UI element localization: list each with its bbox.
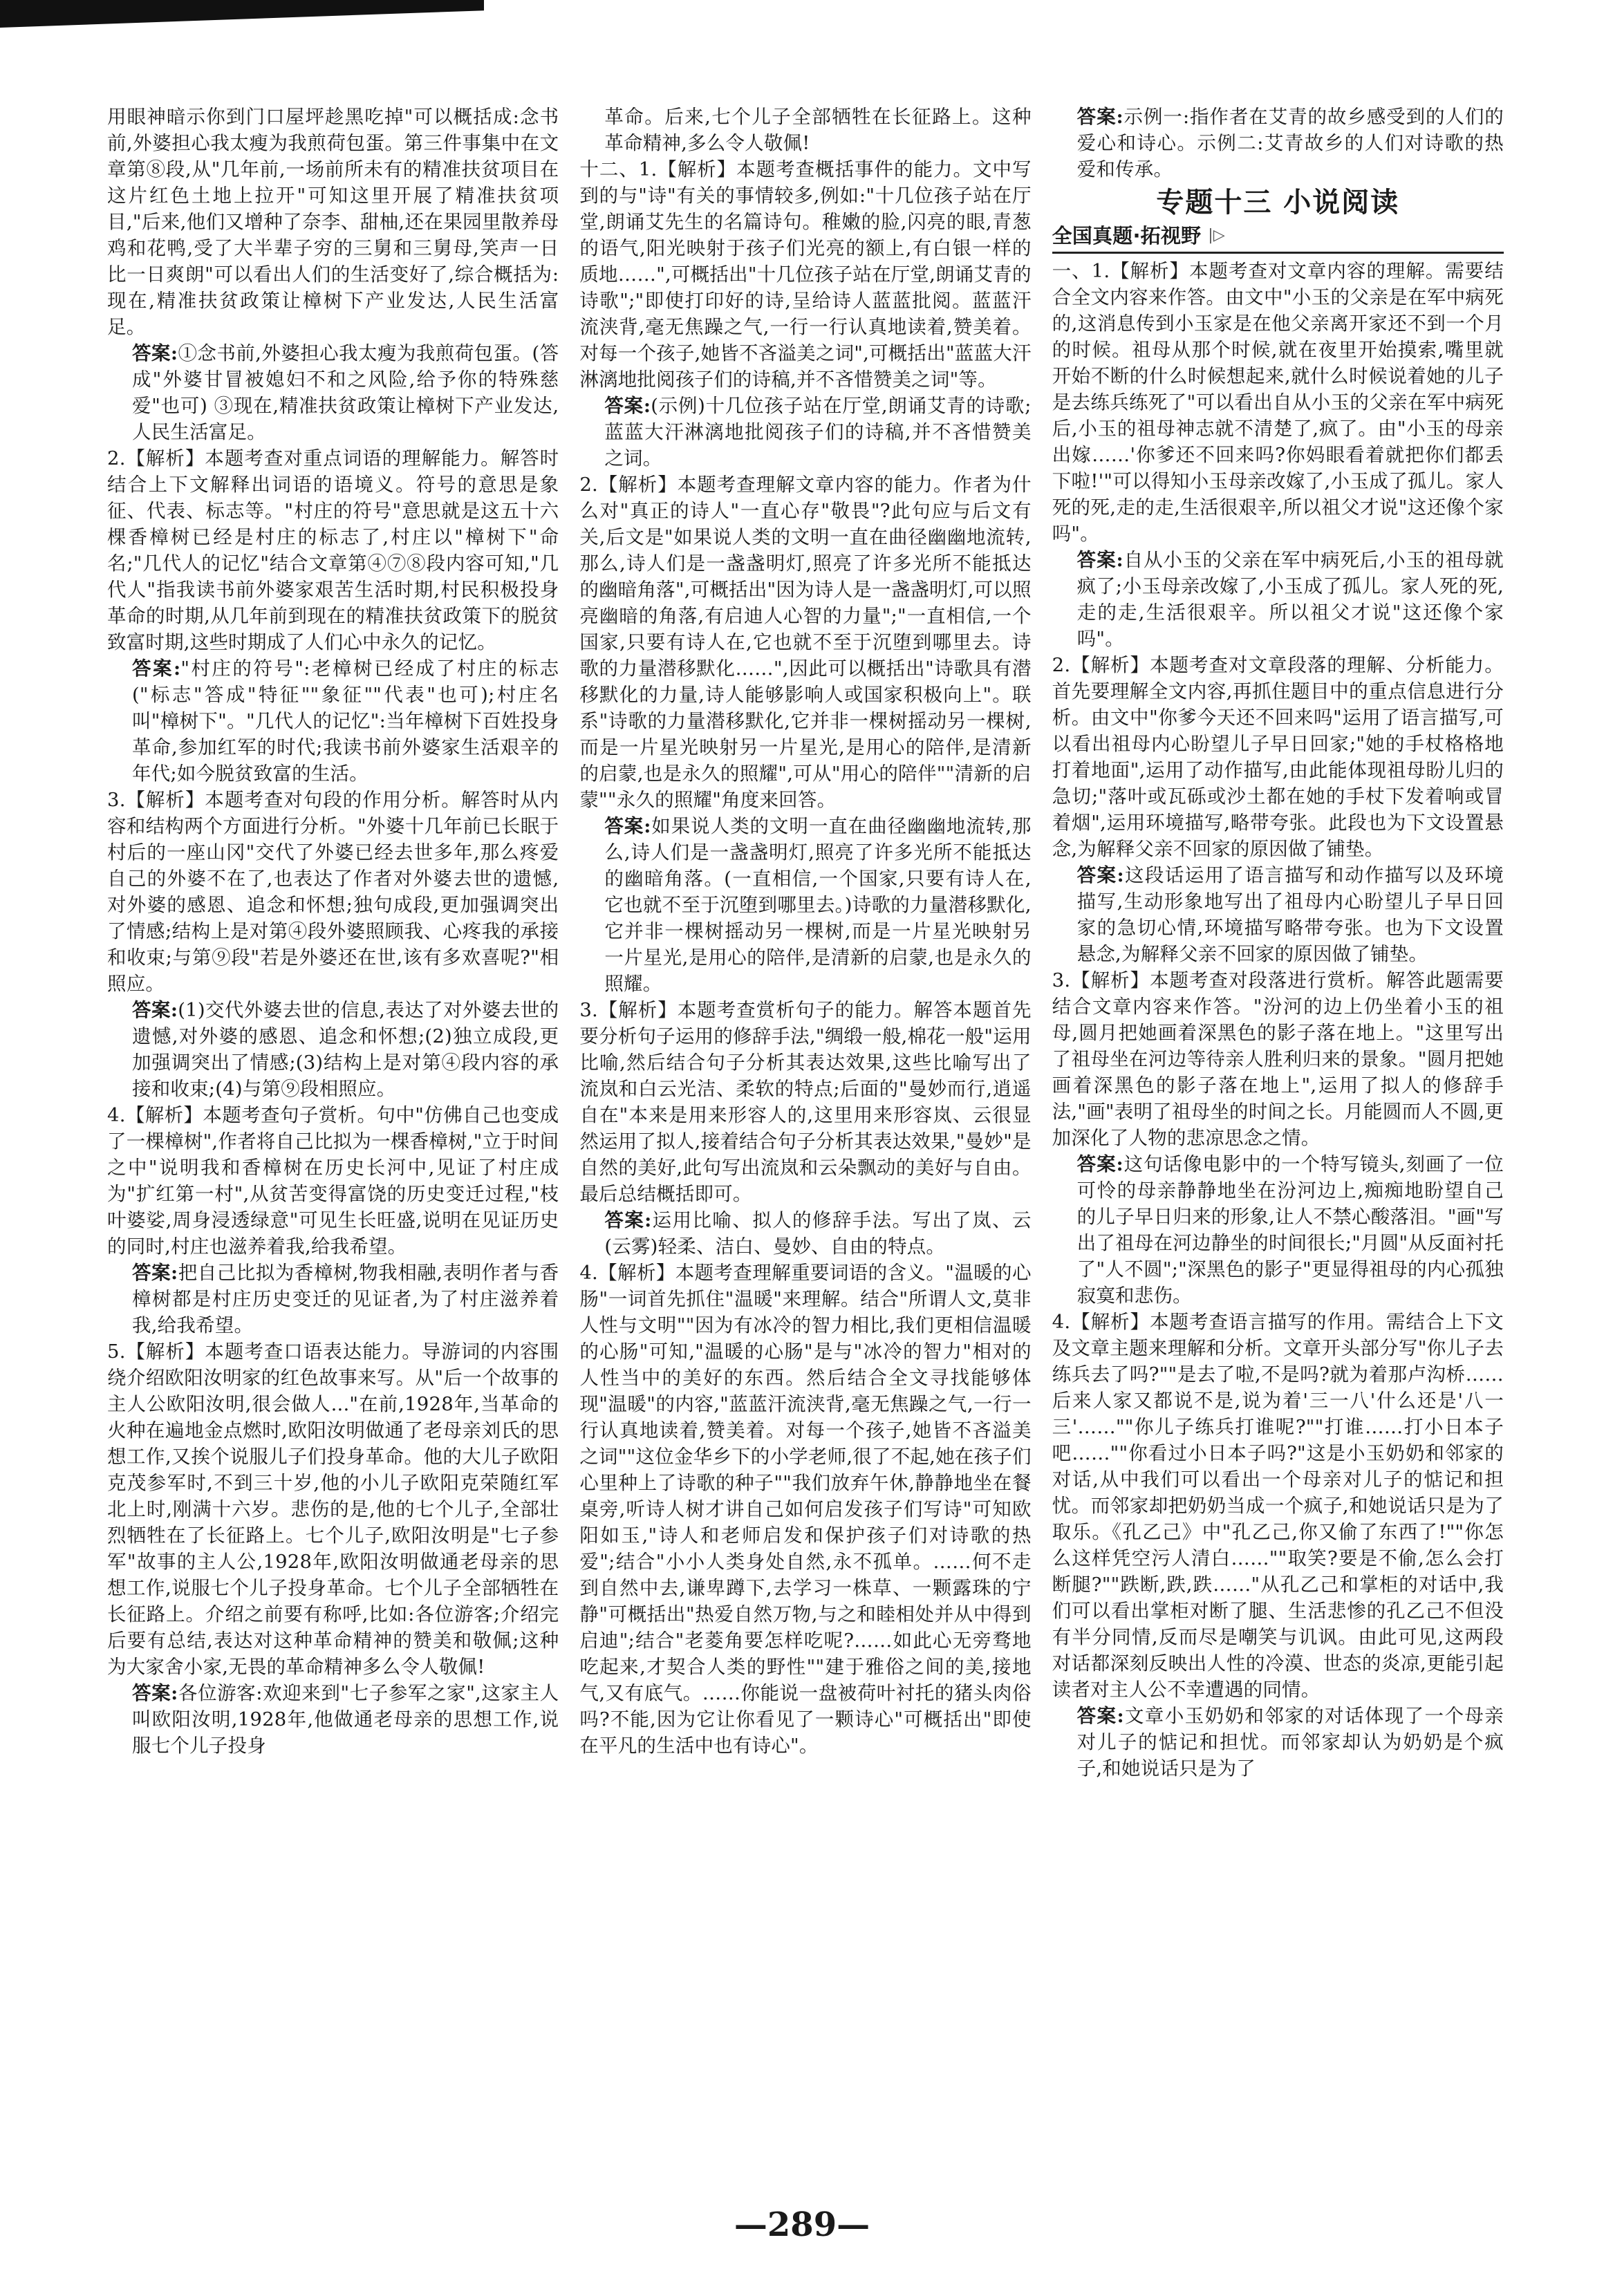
answer-block: 答案:(示例)十几位孩子站在厅堂,朗诵艾青的诗歌;蓝蓝大汗淋漓地批阅孩子们的诗稿,并不吝惜赞美之词。 xyxy=(604,395,1032,469)
answer-block: 答案:运用比喻、拟人的修辞手法。写出了岚、云(云雾)轻柔、洁白、曼妙、自由的特点。 xyxy=(604,1209,1032,1258)
answer-block: 答案:各位游客:欢迎来到"七子参军之家",这家主人叫欧阳汝明,1928年,他做通老母亲的思想工作,说服七个儿子投身 xyxy=(132,1682,559,1757)
question-4-analysis: 4.【解析】本题考查句子赏析。句中"仿佛自己也变成了一棵樟树",作者将自己比拟为一棵香樟树,"立于时间之中"说明我和香樟树在历史长河中,见证了村庄成为"扩红第一村",从贫苦变得富饶的历史变迁过程,"枝叶婆娑,周身浸透绿意"可见生长旺盛,说明在见证历史的同时,村庄也滋养着我,给我希望。 xyxy=(107,1104,559,1258)
answer-block: 答案:①念书前,外婆担心我太瘦为我煎荷包蛋。(答成"外婆甘冒被媳妇不和之风险,给予你的特殊慈爱"也可) ③现在,精准扶贫政策让樟树下产业发达,人民生活富足。 xyxy=(132,342,559,443)
answer-block: 答案:把自己比拟为香樟树,物我相融,表明作者与香樟树都是村庄历史变迁的见证者,为了村庄滋养着我,给我希望。 xyxy=(132,1262,559,1336)
answer-block: 答案:自从小玉的父亲在军中病死后,小玉的祖母就疯了;小玉母亲改嫁了,小玉成了孤儿。家人死的死,走的走,生活很艰辛。所以祖父才说"这还像个家吗"。 xyxy=(1076,549,1504,650)
question-12-1-analysis: 十二、1.【解析】本题考查概括事件的能力。文中写到的与"诗"有关的事情较多,例如:"十几位孩子站在厅堂,朗诵艾先生的名篇诗句。稚嫩的脸,闪亮的眼,青葱的语气,阳光映射于孩子们光亮的额上,有白银一样的质地……",可概括出"十几位孩子站在厅堂,朗诵艾青的诗歌";"即使打印好的诗,呈给诗人蓝蓝批阅。蓝蓝汗流浃背,毫无焦躁之气,一行一行认真地读着,赞美着。对每一个孩子,她皆不吝溢美之词",可概括出"蓝蓝大汗淋漓地批阅孩子们的诗稿,并不吝惜赞美之词"等。 xyxy=(579,158,1032,391)
answer-block: 答案:文章小玉奶奶和邻家的对话体现了一个母亲对儿子的惦记和担忧。而邻家却认为奶奶是个疯子,和她说话只是为了 xyxy=(1076,1705,1504,1780)
arrow-icon: |▷ xyxy=(1208,227,1226,244)
question-3-analysis: 3.【解析】本题考查对段落进行赏析。解答此题需要结合文章内容来作答。"汾河的边上仍坐着小玉的祖母,圆月把她画着深黑色的影子落在地上。"这里写出了祖母坐在河边等待亲人胜利归来的景象。"圆月把她画着深黑色的影子落在地上",运用了拟人的修辞手法,"画"表明了祖母坐的时间之长。月能圆而人不圆,更加深化了人物的悲凉思念之情。 xyxy=(1052,969,1504,1149)
question-1-analysis: 一、1.【解析】本题考查对文章内容的理解。需要结合全文内容来作答。由文中"小玉的父亲是在军中病死的,这消息传到小玉家是在他父亲离开家还不到一个月的时候。祖母从那个时候,就在夜里开始摸索,嘴里就开始不断的什么时候想起来,就什么时候说着她的儿子是去练兵练死了"可以看出自从小玉的父亲在军中病死后,小玉的祖母神志就不清楚了,疯了。由"小玉的母亲出嫁……'你爹还不回来吗?你妈眼看着就把你们都丢下啦!'"可以得知小玉母亲改嫁了,小玉成了孤儿。家人死的死,走的走,生活很艰辛,所以祖父才说"这还像个家吗"。 xyxy=(1052,260,1504,545)
question-12-3-analysis: 3.【解析】本题考查赏析句子的能力。解答本题首先要分析句子运用的修辞手法,"绸缎一般,棉花一般"运用比喻,然后结合句子分析其表达效果,这些比喻写出了流岚和白云光洁、柔软的特点;后面的"曼妙而行,逍遥自在"本来是用来形容人的,这里用来形容岚、云很显然运用了拟人,接着结合句子分析其表达效果,"曼妙"是自然的美好,此句写出流岚和云朵飘动的美好与自由。最后总结概括即可。 xyxy=(579,999,1032,1205)
answer-block: 答案:这句话像电影中的一个特写镜头,刻画了一位可怜的母亲静静地坐在汾河边上,痴痴地盼望自己的儿子早日归来的形象,让人不禁心酸落泪。"画"写出了祖母在河边静坐的时间很长;"月圆"从反面衬托了"人不圆";"深黑色的影子"更显得祖母的内心孤独寂寞和悲伤。 xyxy=(1076,1153,1504,1307)
answer-block: 答案:这段话运用了语言描写和动作描写以及环境描写,生动形象地写出了祖母内心盼望儿子早日回家的急切心情,环境描写略带夸张。也为下文设置悬念,为解释父亲不回家的原因做了铺垫。 xyxy=(1076,864,1504,965)
question-2-analysis: 2.【解析】本题考查对重点词语的理解能力。解答时结合上下文解释出词语的语境义。符号的意思是象征、代表、标志等。"村庄的符号"意思就是这五十六棵香樟树已经是村庄的标志了,村庄以"樟树下"命名;"几代人的记忆"结合文章第④⑦⑧段内容可知,"几代人"指我读书前外婆家艰苦生活时期,村民积极投身革命的时期,从几年前到现在的精准扶贫政策下的脱贫致富时期,这些时期成了人们心中永久的记忆。 xyxy=(107,447,559,653)
column-1 xyxy=(107,104,559,2192)
answer-block: 答案:示例一:指作者在艾青的故乡感受到的人们的爱心和诗心。示例二:艾青故乡的人们对诗歌的热爱和传承。 xyxy=(1076,106,1504,180)
section-title: 专题十三 小说阅读 xyxy=(1156,187,1400,218)
paragraph: 革命。后来,七个儿子全部牺牲在长征路上。这种革命精神,多么令人敬佩! xyxy=(604,106,1032,154)
answer-block: 答案:"村庄的符号":老樟树已经成了村庄的标志("标志"答成"特征""象征""代表"也可);村庄名叫"樟树下"。"几代人的记忆":当年樟树下百姓投身革命,参加红军的时代;我读书前外婆家生活艰辛的年代;如今脱贫致富的生活。 xyxy=(132,657,559,785)
question-3-analysis: 3.【解析】本题考查对句段的作用分析。解答时从内容和结构两个方面进行分析。"外婆十几年前已长眠于村后的一座山冈"交代了外婆已经去世多年,那么疼爱自己的外婆不在了,也表达了作者对外婆去世的遗憾,对外婆的感恩、追念和怀想;独句成段,更加强调突出了情感;结构上是对第④段外婆照顾我、心疼我的承接和收束;与第⑨段"若是外婆还在世,该有多欢喜呢?"相照应。 xyxy=(107,789,559,995)
question-5-analysis: 5.【解析】本题考查口语表达能力。导游词的内容围绕介绍欧阳汝明家的红色故事来写。从"后一个故事的主人公欧阳汝明,很会做人..."在前,1928年,当革命的火种在遍地金点燃时,欧阳汝明做通了老母亲刘氏的思想工作,又挨个说服儿子们投身革命。他的大儿子欧阳克茂参军时,不到三十岁,他的小儿子欧阳克荣随红军北上时,刚满十六岁。悲伤的是,他的七个儿子,全部壮烈牺牲在了长征路上。七个儿子,欧阳汝明是"七子参军"故事的主人公,1928年,欧阳汝明做通老母亲的思想工作,说服七个儿子投身革命。七个儿子全部牺牲在长征路上。介绍之前要有称呼,比如:各位游客;介绍完后要有总结,表达对这种革命精神的赞美和敬佩;这种为大家舍小家,无畏的革命精神多么令人敬佩! xyxy=(107,1341,559,1678)
sub-heading: 全国真题·拓视野 |▷ xyxy=(1052,223,1504,254)
column-3 xyxy=(1052,104,1504,2192)
question-12-2-analysis: 2.【解析】本题考查理解文章内容的能力。作者为什么对"真正的诗人"一直心存"敬畏"?此句应与后文有关,后文是"如果说人类的文明一直在曲径幽幽地流转,那么,诗人们是一盏盏明灯,照亮了许多光所不能抵达的幽暗角落",可概括出"因为诗人是一盏盏明灯,可以照亮幽暗的角落,有启迪人心智的力量";"一直相信,一个国家,只要有诗人在,它也就不至于沉堕到哪里去。诗歌的力量潜移默化……",因此可以概括出"诗歌具有潜移默化的力量,诗人能够影响人或国家积极向上"。联系"诗歌的力量潜移默化,它并非一棵树摇动另一棵树,而是一片星光映射另一片星光,是用心的陪伴,是清新的启蒙,也是永久的照耀",可从"用心的陪伴""清新的启蒙""永久的照耀"角度来回答。 xyxy=(579,474,1032,811)
answer-block: 答案:(1)交代外婆去世的信息,表达了对外婆去世的遗憾,对外婆的感恩、追念和怀想;(2)独立成段,更加强调突出了情感;(3)结构上是对第④段内容的承接和收束;(4)与第⑨段相照应。 xyxy=(132,999,559,1100)
top-decorative-bar xyxy=(0,0,484,28)
answer-block: 答案:如果说人类的文明一直在曲径幽幽地流转,那么,诗人们是一盏盏明灯,照亮了许多光所不能抵达的幽暗角落。(一直相信,一个国家,只要有诗人在,它也就不至于沉堕到哪里去。)诗歌的力量潜移默化,它并非一棵树摇动另一棵树,而是一片星光映射另一片星光,是用心的陪伴,是清新的启蒙,也是永久的照耀。 xyxy=(604,815,1032,995)
question-4-analysis: 4.【解析】本题考查语言描写的作用。需结合上下文及文章主题来理解和分析。文章开头部分写"你儿子去练兵去了吗?""是去了啦,不是吗?就为着那卢沟桥……后来人家又都说不是,说为着'三一八'什么还是'八一三'……""你儿子练兵打谁呢?""打谁……打小日本子吧……""你看过小日本子吗?"这是小玉奶奶和邻家的对话,从中我们可以看出一个母亲对儿子的惦记和担忧。而邻家却把奶奶当成一个疯子,和她说话只是为了取乐。《孔乙己》中"孔乙己,你又偷了东西了!""你怎么这样凭空污人清白……""取笑?要是不偷,怎么会打断腿?""跌断,跌,跌……"从孔乙己和掌柜的对话中,我们可以看出掌柜对断了腿、生活悲惨的孔乙己不但没有半分同情,反而尽是嘲笑与讥讽。由此可见,这两段对话都深刻反映出人性的冷漠、世态的炎凉,更能引起读者对主人公不幸遭遇的同情。 xyxy=(1052,1311,1504,1701)
question-12-4-analysis: 4.【解析】本题考查理解重要词语的含义。"温暖的心肠"一词首先抓住"温暖"来理解。结合"所谓人文,莫非人性与文明""因为有冰冷的智力相比,我们更相信温暖的心肠"可知,"温暖的心肠"是与"冰冷的智力"相对的人性当中的美好的东西。然后结合全文寻找能够体现"温暖"的内容,"蓝蓝汗流浃背,毫无焦躁之气,一行一行认真地读着,赞美着。对每一个孩子,她皆不吝溢美之词""这位金华乡下的小学老师,很了不起,她在孩子们心里种上了诗歌的种子""我们放弃午休,静静地坐在餐桌旁,听诗人树才讲自己如何启发孩子们写诗"可知欧阳如玉,"诗人和老师启发和保护孩子们对诗歌的热爱";结合"小小人类身处自然,永不孤单。……何不走到自然中去,谦卑蹲下,去学习一株草、一颗露珠的宁静"可概括出"热爱自然万物,与之和睦相处并从中得到启迪";结合"老菱角要怎样吃呢?……如此心无旁骛地吃起来,才契合人类的野性""建于雅俗之间的美,接地气,又有底气。……你能说一盘被荷叶衬托的猪头肉俗吗?不能,因为它让你看见了一颗诗心"可概括出"即使在平凡的生活中也有诗心"。 xyxy=(579,1262,1032,1757)
three-column-body xyxy=(107,104,1504,2192)
page-number: —289— xyxy=(734,2205,870,2244)
column-2 xyxy=(579,104,1031,2192)
paragraph: 用眼神暗示你到门口屋坪趁黑吃掉"可以概括成:念书前,外婆担心我太瘦为我煎荷包蛋。第三件事集中在文章第⑧段,从"几年前,一场前所未有的精准扶贫项目在这片红色土地上拉开"可知这里开展了精准扶贫项目,"后来,他们又增种了奈李、甜柚,还在果园里散养母鸡和花鸭,受了大半辈子穷的三舅和三舅母,笑声一日比一日爽朗"可以看出人们的生活变好了,综合概括为:现在,精准扶贫政策让樟树下产业发达,人民生活富足。 xyxy=(107,106,559,338)
question-2-analysis: 2.【解析】本题考查对文章段落的理解、分析能力。首先要理解全文内容,再抓住题目中的重点信息进行分析。由文中"你爹今天还不回来吗"运用了语言描写,可以看出祖母内心盼望儿子早日回家;"她的手杖格格地打着地面",运用了动作描写,由此能体现祖母盼儿归的急切;"落叶或瓦砾或沙土都在她的手杖下发着响或冒着烟",运用环境描写,略带夸张。此段也为下文设置悬念,为解释父亲不回家的原因做了铺垫。 xyxy=(1052,654,1504,860)
